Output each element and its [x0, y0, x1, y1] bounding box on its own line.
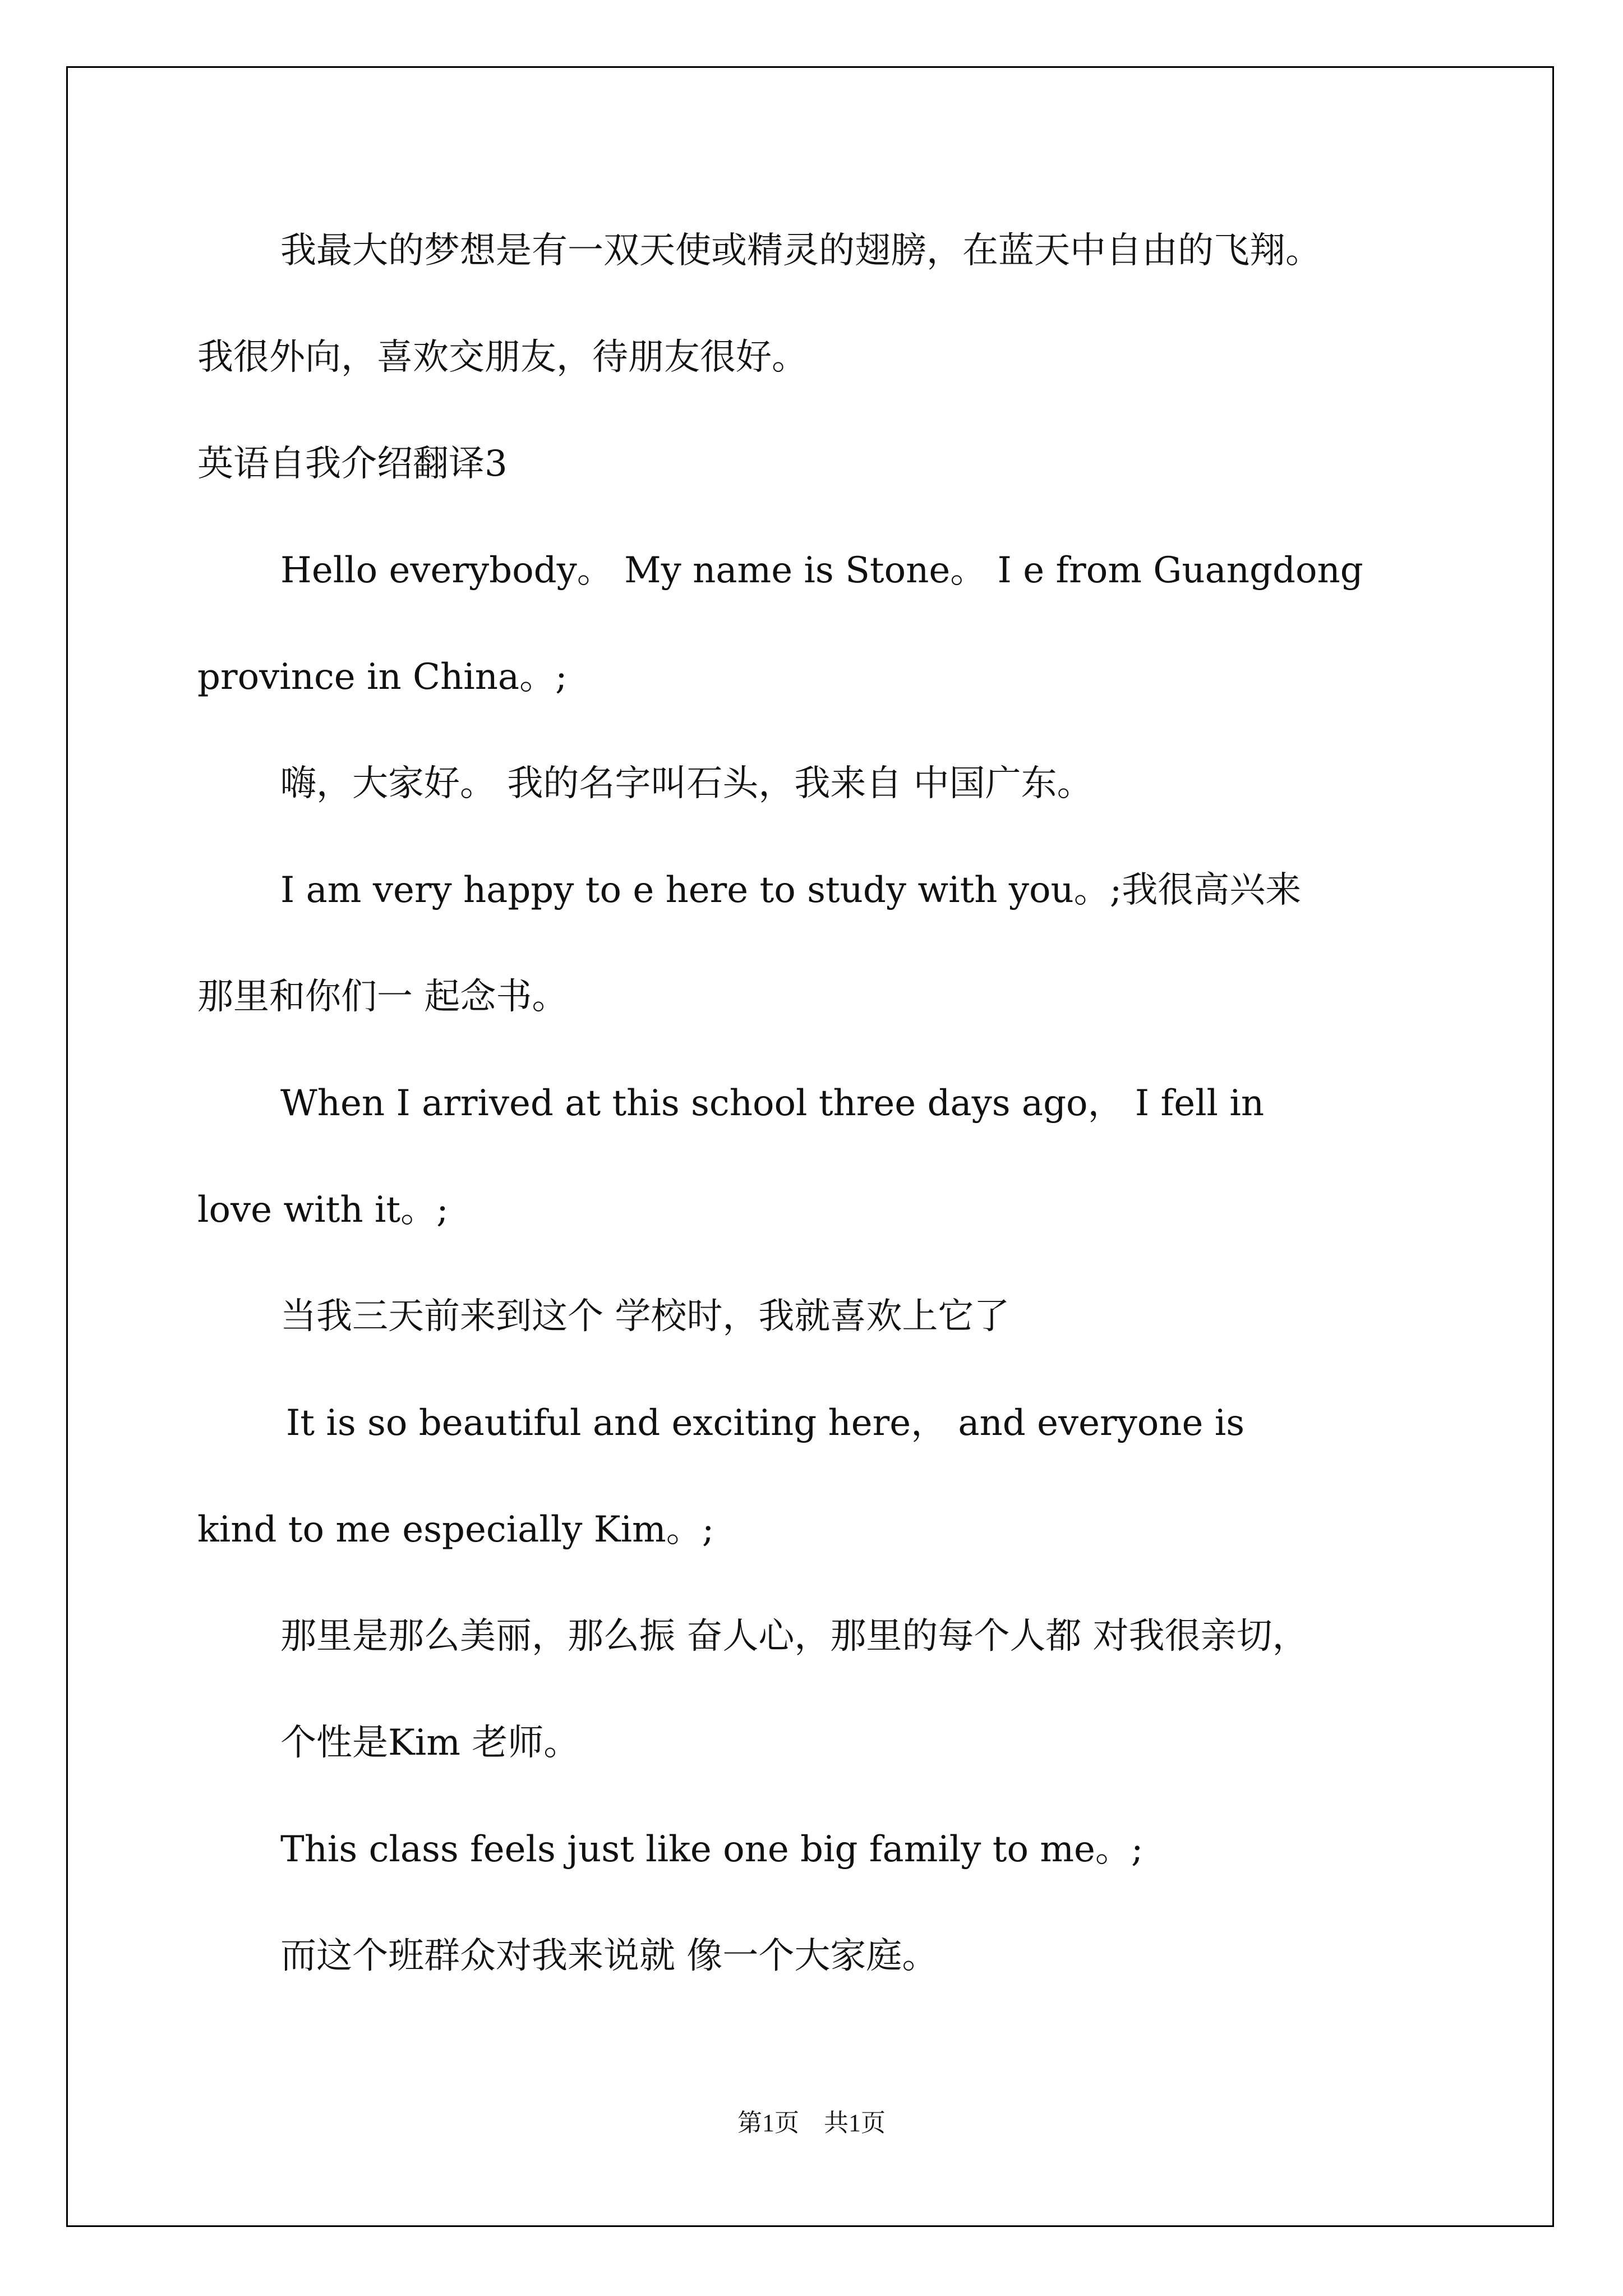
paragraph-dream: 我最大的梦想是有一双天使或精灵的翅膀，在蓝天中自由的飞翔。 — [280, 230, 1321, 272]
paragraph-teacher-zh: 个性是Kim 老师。 — [280, 1722, 580, 1764]
paragraph-happy-zh-cont: 那里和你们一 起念书。 — [197, 976, 568, 1018]
paragraph-happy-en: I am very happy to e here to study with you。;我很高兴来 — [280, 869, 1302, 911]
paragraph-hello-en: Hello everybody。 My name is Stone。 I e from Guangdong — [280, 550, 1363, 591]
page-number-footer: 第1页 共1页 — [737, 2109, 886, 2137]
paragraph-personality: 我很外向，喜欢交朋友，待朋友很好。 — [197, 337, 808, 378]
paragraph-hello-en-cont: province in China。; — [197, 656, 568, 698]
paragraph-family-zh: 而这个班群众对我来说就 像一个大家庭。 — [280, 1935, 938, 1977]
paragraph-beautiful-zh: 那里是那么美丽，那么振 奋人心，那里的每个人都 对我很亲切， — [280, 1616, 1308, 1657]
paragraph-hello-zh: 嗨，大家好。 我的名字叫石头，我来自 中国广东。 — [280, 763, 1093, 804]
paragraph-beautiful-en-cont: kind to me especially Kim。; — [197, 1509, 714, 1550]
paragraph-arrived-en: When I arrived at this school three days ago， I fell in — [280, 1083, 1265, 1124]
paragraph-beautiful-en: It is so beautiful and exciting here， and everyone is — [286, 1402, 1245, 1444]
paragraph-arrived-zh: 当我三天前来到这个 学校时，我就喜欢上它了 — [280, 1296, 1010, 1337]
paragraph-family-en: This class feels just like one big family to me。; — [280, 1829, 1144, 1870]
section-heading: 英语自我介绍翻译3 — [197, 443, 508, 485]
paragraph-arrived-en-cont: love with it。; — [197, 1189, 449, 1231]
